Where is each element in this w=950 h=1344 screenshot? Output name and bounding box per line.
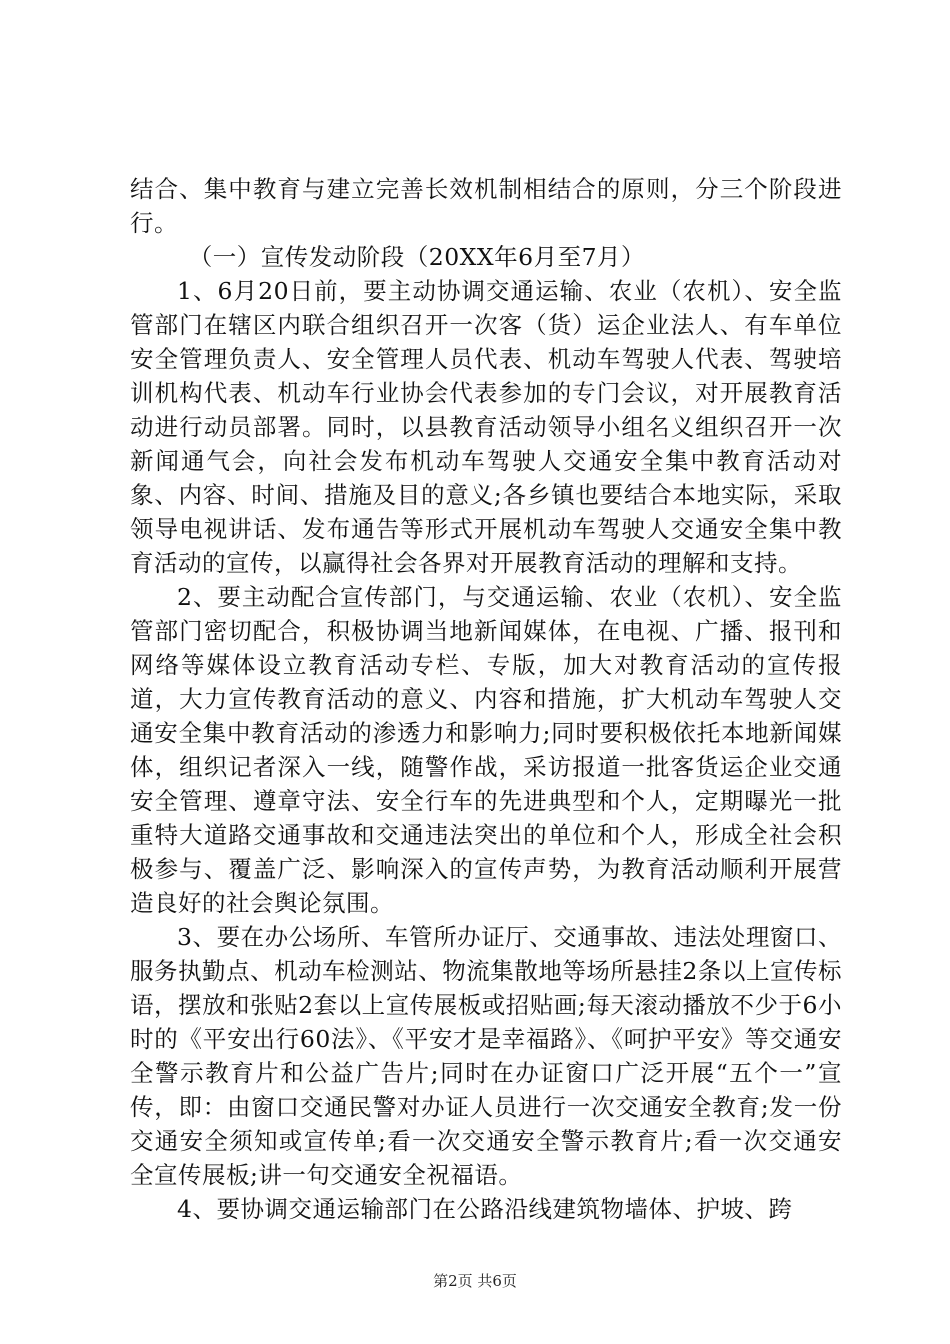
paragraph-item-4: 4、要协调交通运输部门在公路沿线建筑物墙体、护坡、跨 [177,1195,793,1223]
paragraph-item-1: 1、6月20日前，要主动协调交通运输、农业（农机）、安全监管部门在辖区内联合组织召开一次客（货）运企业法人、有车单位安全管理负责人、安全管理人员代表、机动车驾驶人代表、驾驶培训机构代表、机动车行业协会代表参加的专门会议，对开展教育活动进行动员部署。同时，以县教育活动领导小组名义组织召开一次新闻通气会，向社会发布机动车驾驶人交通安全集中教育活动对象、内容、时间、措施及目的意义;各乡镇也要结合本地实际，采取领导电视讲话、发布通告等形式开展机动车驾驶人交通安全集中教育活动的宣传，以赢得社会各界对开展教育活动的理解和支持。 [130,277,842,577]
document-body [130,172,842,1226]
paragraph-continuation: 结合、集中教育与建立完善长效机制相结合的原则，分三个阶段进行。 [130,175,842,237]
paragraph-item-2: 2、要主动配合宣传部门，与交通运输、农业（农机）、安全监管部门密切配合，积极协调当地新闻媒体，在电视、广播、报刊和网络等媒体设立教育活动专栏、专版，加大对教育活动的宣传报道，大力宣传教育活动的意义、内容和措施，扩大机动车驾驶人交通安全集中教育活动的渗透力和影响力;同时要积极依托本地新闻媒体，组织记者深入一线，随警作战，采访报道一批客货运企业交通安全管理、遵章守法、安全行车的先进典型和个人，定期曝光一批重特大道路交通事故和交通违法突出的单位和个人，形成全社会积极参与、覆盖广泛、影响深入的宣传声势，为教育活动顺利开展营造良好的社会舆论氛围。 [130,583,842,917]
page-footer: 第2页 共6页 [433,1272,517,1290]
section-heading: （一）宣传发动阶段（20XX年6月至7月） [188,243,646,271]
paragraph-item-3: 3、要在办公场所、车管所办证厅、交通事故、违法处理窗口、服务执勤点、机动车检测站、物流集散地等场所悬挂2条以上宣传标语，摆放和张贴2套以上宣传展板或招贴画;每天滚动播放不少于6小时的《平安出行60法》、《平安才是幸福路》、《呵护平安》等交通安全警示教育片和公益广告片;同时在办证窗口广泛开展“五个一”宣传，即：由窗口交通民警对办证人员进行一次交通安全教育;发一份交通安全须知或宣传单;看一次交通安全警示教育片;看一次交通安全宣传展板;讲一句交通安全祝福语。 [130,923,842,1189]
